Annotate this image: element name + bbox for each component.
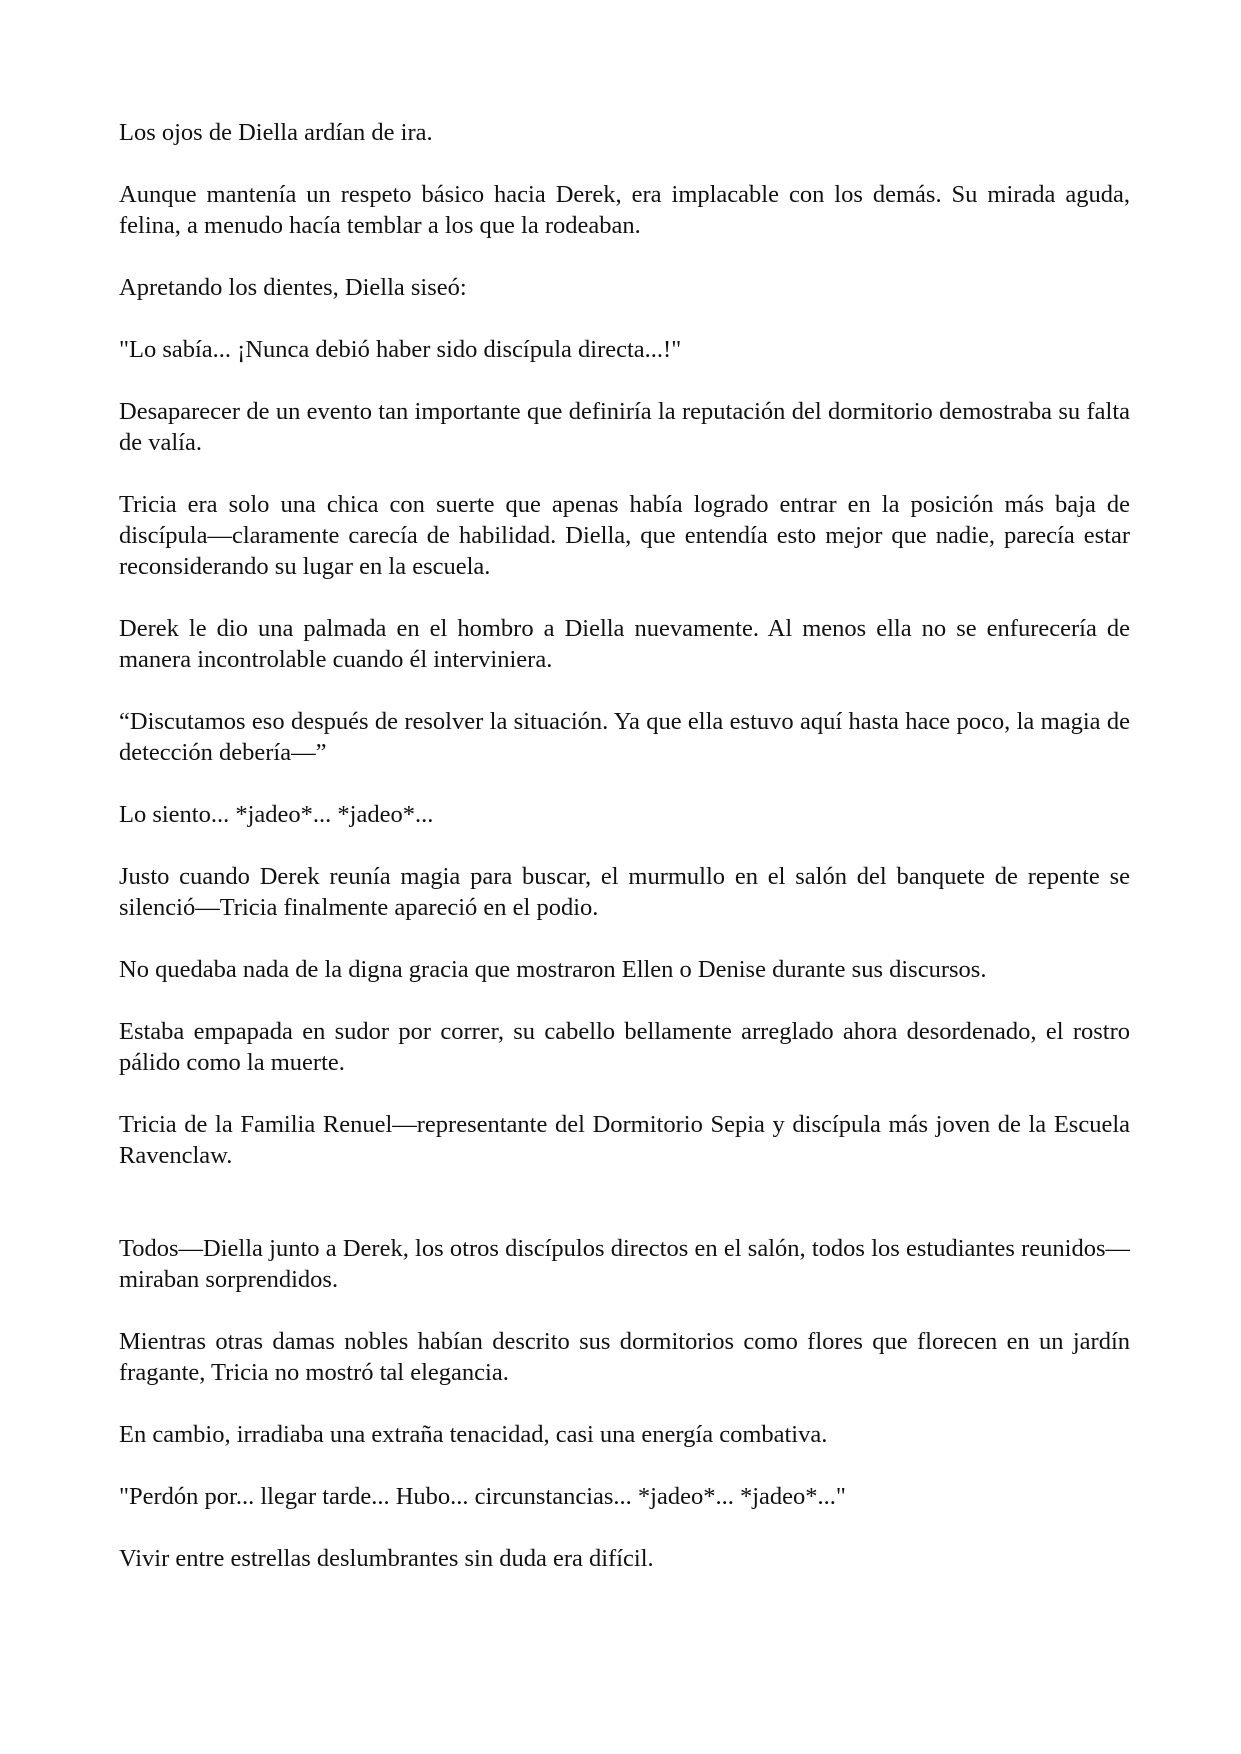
paragraph: Estaba empapada en sudor por correr, su cabello bellamente arreglado ahora desordenado, el rostro pálido como la muerte.	[119, 1018, 1130, 1076]
paragraph: Desaparecer de un evento tan importante que definiría la reputación del dormitorio demostraba su falta de valía.	[119, 398, 1130, 456]
paragraph: Tricia de la Familia Renuel—representante del Dormitorio Sepia y discípula más joven de la Escuela Ravenclaw.	[119, 1111, 1130, 1169]
paragraph: Todos—Diella junto a Derek, los otros discípulos directos en el salón, todos los estudiantes reunidos—miraban sorprendidos.	[119, 1235, 1130, 1293]
paragraph: En cambio, irradiaba una extraña tenacidad, casi una energía combativa.	[119, 1421, 828, 1448]
document-body	[119, 117, 1130, 1605]
paragraph: Justo cuando Derek reunía magia para buscar, el murmullo en el salón del banquete de repente se silenció—Tricia finalmente apareció en el podio.	[119, 863, 1130, 921]
paragraph: Tricia era solo una chica con suerte que apenas había logrado entrar en la posición más baja de discípula—claramente carecía de habilidad. Diella, que entendía esto mejor que nadie, parecía estar reconsiderando su lugar en la escuela.	[119, 491, 1130, 580]
paragraph: Derek le dio una palmada en el hombro a Diella nuevamente. Al menos ella no se enfurecería de manera incontrolable cuando él interviniera.	[119, 615, 1130, 673]
paragraph: "Lo sabía... ¡Nunca debió haber sido discípula directa...!"	[119, 336, 682, 363]
paragraph: Los ojos de Diella ardían de ira.	[119, 119, 433, 146]
paragraph: Vivir entre estrellas deslumbrantes sin duda era difícil.	[119, 1545, 654, 1572]
paragraph: Aunque mantenía un respeto básico hacia Derek, era implacable con los demás. Su mirada aguda, felina, a menudo hacía temblar a los que la rodeaban.	[119, 181, 1130, 239]
paragraph: Mientras otras damas nobles habían descrito sus dormitorios como flores que florecen en un jardín fragante, Tricia no mostró tal elegancia.	[119, 1328, 1130, 1386]
paragraph: No quedaba nada de la digna gracia que mostraron Ellen o Denise durante sus discursos.	[119, 956, 987, 983]
paragraph: “Discutamos eso después de resolver la situación. Ya que ella estuvo aquí hasta hace poco, la magia de detección debería—”	[119, 708, 1130, 766]
paragraph: Apretando los dientes, Diella siseó:	[119, 274, 467, 301]
paragraph: Lo siento... *jadeo*... *jadeo*...	[119, 801, 434, 828]
paragraph: "Perdón por... llegar tarde... Hubo... circunstancias... *jadeo*... *jadeo*..."	[119, 1483, 846, 1510]
